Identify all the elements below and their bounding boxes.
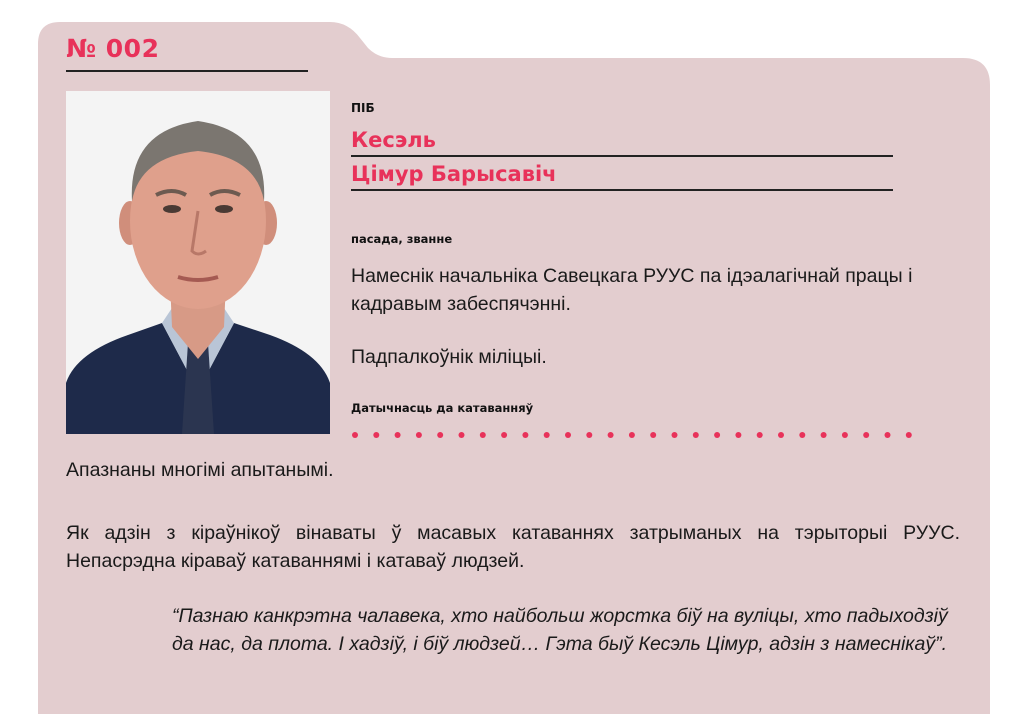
divider-dot [459, 432, 465, 438]
portrait-photo [66, 91, 330, 434]
surname-underline [351, 155, 893, 157]
body-paragraph-2: Як адзін з кіраўнікоў вінаваты ў масавых катаваннях затрыманых на тэрыторыі РУУС. Непасрэдна кіраваў катаваннямі і катаваў людзей. [66, 522, 960, 572]
divider-dot [608, 432, 614, 438]
divider-dot [735, 432, 741, 438]
pib-label: ПІБ [351, 101, 375, 115]
position-label: пасада, званне [351, 232, 453, 246]
divider-dot [416, 432, 422, 438]
divider-dot [778, 432, 784, 438]
surname: Кесэль [351, 128, 436, 152]
witness-quote: “Пазнаю канкрэтна чалавека, хто найбольш жорстка біў на вуліцы, хто падыходзіў да нас, да плота. І хадзіў, і біў людзей… Гэта быў Кесэль Цімур, адзін з намеснікаў”. [172, 605, 948, 655]
divider-dot [799, 432, 805, 438]
body-paragraph-1: Апазнаны многімі апытанымі. [66, 459, 334, 481]
divider-dot [672, 432, 678, 438]
divider-dot [693, 432, 699, 438]
divider-dot [906, 432, 912, 438]
divider-dot [842, 432, 848, 438]
given-names: Цімур Барысавіч [351, 162, 557, 186]
divider-dot [544, 432, 550, 438]
rank-text: Падпалкоўнік міліцыі. [351, 346, 547, 368]
divider-dot [650, 432, 656, 438]
record-number-underline [66, 70, 308, 72]
dotted-divider [351, 429, 931, 441]
divider-dot [565, 432, 571, 438]
divider-dot [885, 432, 891, 438]
divider-dot [714, 432, 720, 438]
divider-dot [352, 432, 358, 438]
divider-dot [757, 432, 763, 438]
divider-dot [501, 432, 507, 438]
involvement-label: Датычнасць да катаванняў [351, 401, 534, 415]
portrait-illustration [66, 91, 330, 434]
divider-dot [480, 432, 486, 438]
divider-dot [522, 432, 528, 438]
divider-dot [586, 432, 592, 438]
divider-dot [821, 432, 827, 438]
position-description: Намеснік начальніка Савецкага РУУС па ідэалагічнай працы і кадравым забеспячэнні. [351, 265, 913, 315]
divider-dot [373, 432, 379, 438]
record-number: № 002 [66, 34, 160, 63]
divider-dot [629, 432, 635, 438]
divider-dot [395, 432, 401, 438]
divider-dot [437, 432, 443, 438]
divider-dot [863, 432, 869, 438]
given-names-underline [351, 189, 893, 191]
